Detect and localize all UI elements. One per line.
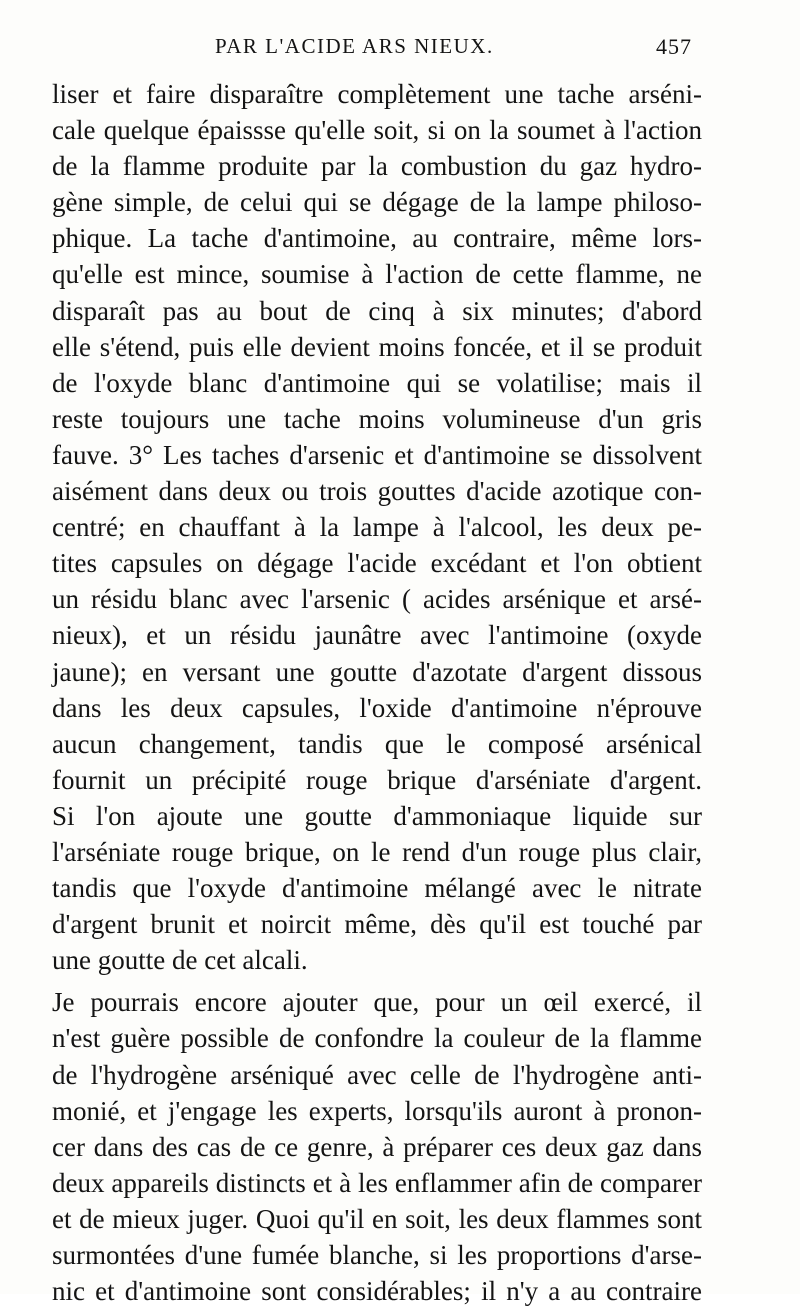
text-line: de la flamme produite par la combustion du gaz hydro- bbox=[52, 151, 702, 182]
text-line: dans les deux capsules, l'oxide d'antimoine n'éprouve bbox=[52, 692, 702, 723]
page-number: 457 bbox=[656, 34, 692, 59]
text-line: surmontées d'une fumée blanche, si les proportions d'arse- bbox=[52, 1240, 702, 1270]
text-line: centré; en chauffant à la lampe à l'alcool, les deux pe- bbox=[52, 512, 702, 543]
text-line: d'argent brunit et noircit même, dès qu'il est touché par bbox=[52, 909, 702, 940]
text-line: une goutte de cet alcali. bbox=[52, 945, 308, 976]
running-head bbox=[0, 34, 800, 64]
text-line: tandis que l'oxyde d'antimoine mélangé avec le nitrate bbox=[52, 873, 702, 904]
text-line: deux appareils distincts et à les enflammer afin de comparer bbox=[52, 1167, 702, 1198]
text-line: Je pourrais encore ajouter que, pour un œil exercé, il bbox=[52, 987, 702, 1018]
text-line: aucun changement, tandis que le composé arsénical bbox=[52, 728, 702, 759]
text-line: cer dans des cas de ce genre, à préparer ces deux gaz dans bbox=[52, 1131, 702, 1162]
text-line: elle s'étend, puis elle devient moins foncée, et il se produit bbox=[52, 331, 702, 362]
body-text bbox=[52, 76, 702, 1309]
text-line: de l'oxyde blanc d'antimoine qui se volatilise; mais il bbox=[52, 367, 702, 398]
text-line: nic et d'antimoine sont considérables; il n'y a au contraire bbox=[52, 1276, 702, 1307]
text-line: jaune); en versant une goutte d'azotate d'argent dissous bbox=[52, 656, 702, 687]
text-line: de l'hydrogène arséniqué avec celle de l'hydrogène anti- bbox=[52, 1059, 702, 1090]
text-line: reste toujours une tache moins volumineuse d'un gris bbox=[52, 403, 702, 434]
running-title: PAR L'ACIDE ARS NIEUX. bbox=[215, 34, 494, 58]
text-line: tites capsules on dégage l'acide excédant et l'on obtient bbox=[52, 548, 702, 579]
paragraph-1 bbox=[52, 76, 702, 978]
text-line: et de mieux juger. Quoi qu'il en soit, les deux flammes sont bbox=[52, 1203, 702, 1234]
text-line: monié, et j'engage les experts, lorsqu'ils auront à pronon- bbox=[52, 1095, 702, 1126]
text-line: disparaît pas au bout de cinq à six minutes; d'abord bbox=[52, 295, 702, 326]
text-line: fauve. 3° Les taches d'arsenic et d'antimoine se dissolvent bbox=[52, 439, 702, 470]
text-line: Si l'on ajoute une goutte d'ammoniaque liquide sur bbox=[52, 800, 702, 831]
text-line: n'est guère possible de confondre la couleur de la flamme bbox=[52, 1023, 702, 1054]
text-line: nieux), et un résidu jaunâtre avec l'antimoine (oxyde bbox=[52, 620, 702, 651]
text-line: fournit un précipité rouge brique d'arséniate d'argent. bbox=[52, 764, 702, 795]
text-line: liser et faire disparaître complètement une tache arséni- bbox=[52, 79, 702, 109]
paragraph-2 bbox=[52, 984, 702, 1309]
text-line: aisément dans deux ou trois gouttes d'acide azotique con- bbox=[52, 476, 702, 507]
text-line: phique. La tache d'antimoine, au contraire, même lors- bbox=[52, 223, 702, 254]
text-line: un résidu blanc avec l'arsenic ( acides arsénique et arsé- bbox=[52, 584, 702, 615]
text-line: cale quelque épaissse qu'elle soit, si on la soumet à l'action bbox=[52, 115, 702, 146]
text-line: gène simple, de celui qui se dégage de la lampe philoso- bbox=[52, 187, 702, 218]
text-line: l'arséniate rouge brique, on le rend d'un rouge plus clair, bbox=[52, 836, 702, 867]
text-line: qu'elle est mince, soumise à l'action de cette flamme, ne bbox=[52, 259, 702, 290]
